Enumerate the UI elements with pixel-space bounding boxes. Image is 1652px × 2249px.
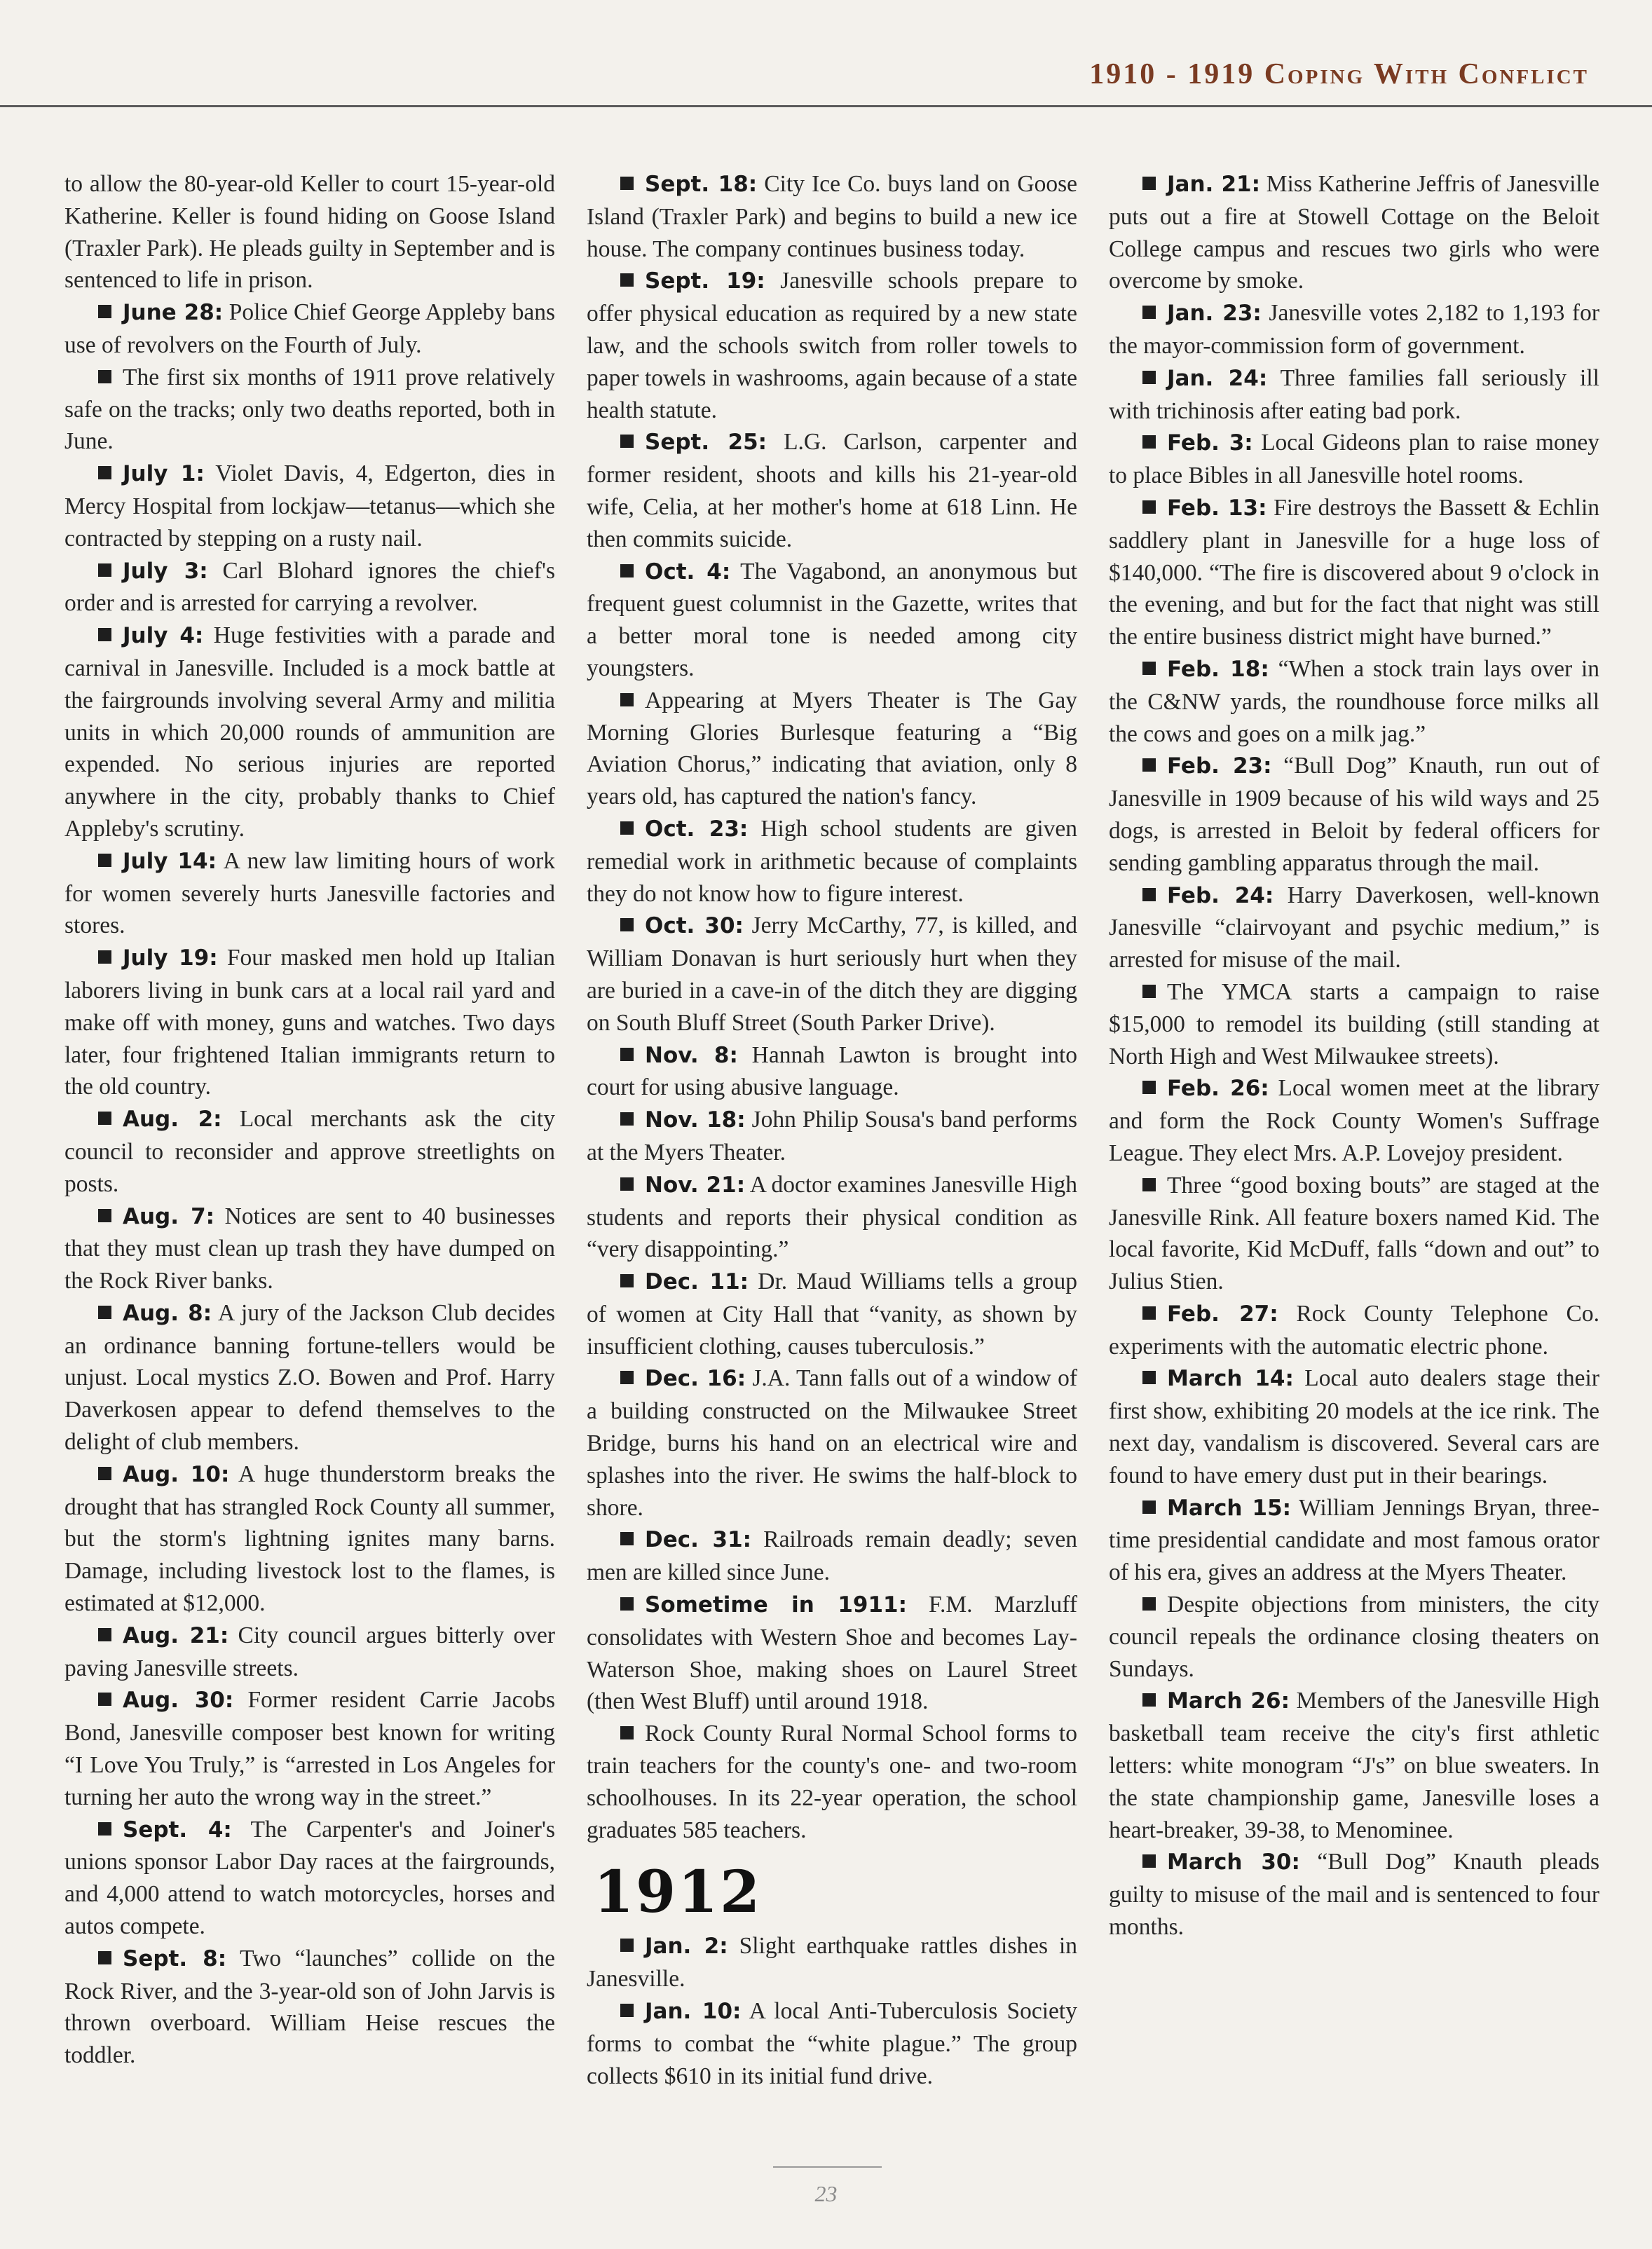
timeline-entry <box>1109 1589 1599 1685</box>
entry-date: Sept. 4: <box>123 1817 232 1843</box>
timeline-entry <box>587 685 1077 813</box>
timeline-entry <box>1109 362 1599 428</box>
entry-date: Feb. 23: <box>1167 753 1272 779</box>
timeline-entry <box>587 426 1077 555</box>
entry-text: A new law limiting hours of work for women severely hurts Janesville factories and stores. <box>64 847 555 939</box>
page-number: 23 <box>814 2181 838 2206</box>
timeline-entry <box>64 620 555 845</box>
square-bullet-icon <box>98 1693 111 1706</box>
entry-text: Four masked men hold up Italian laborers living in bunk cars at a local rail yard and make off with money, guns and watches. Two days later, four frightened Italian immigrants return to the old country. <box>64 945 556 1100</box>
entry-text: to allow the 80-year-old Keller to court 15-year-old Katherine. Keller is found hiding on Goose Island (Traxler Park). He pleads guilty in September and is sentenced to life in prison. <box>64 171 555 294</box>
entry-text: Railroads remain deadly; seven men are killed since June. <box>587 1526 1077 1586</box>
entry-text: “When a stock train lays over in the C&NW yards, the roundhouse force milks all the cows and goes on a milk jag.” <box>1109 655 1599 747</box>
square-bullet-icon <box>620 1112 634 1126</box>
timeline-entry <box>64 1103 555 1200</box>
square-bullet-icon <box>98 1628 111 1641</box>
entry-date: July 4: <box>123 623 204 649</box>
year-heading: 1912 <box>594 1859 763 1927</box>
timeline-entry <box>1109 1298 1599 1363</box>
entry-text: Three families fall seriously ill with trichinosis after eating bad pork. <box>1109 364 1599 424</box>
square-bullet-icon <box>1142 985 1156 998</box>
timeline-entry <box>587 168 1077 265</box>
entry-date: Jan. 21: <box>1167 172 1260 197</box>
entry-text: Janesville schools prepare to offer physical education as required by a new state law, and the schools switch from roller towels to paper towels in washrooms, again because of a state health statute. <box>587 268 1078 423</box>
entry-text: Members of the Janesville High basketball team receive the city's first athletic letters: white monogram “J's” on blue sweaters. In the state championship game, Janesville loses a heart-breaker, 39-38, to Menominee. <box>1109 1688 1599 1843</box>
timeline-entry <box>1109 1846 1599 1943</box>
square-bullet-icon <box>620 1939 634 1952</box>
square-bullet-icon <box>1142 758 1156 772</box>
entry-text: The Vagabond, an anonymous but frequent guest columnist in the Gazette, writes that a better moral tone is needed among city youngsters. <box>587 558 1077 681</box>
timeline-entry <box>64 1814 555 1943</box>
entry-date: March 15: <box>1167 1495 1292 1521</box>
square-bullet-icon <box>98 563 111 577</box>
entry-date: Oct. 23: <box>645 816 749 842</box>
entry-date: Sept. 19: <box>645 268 765 294</box>
entry-text: A local Anti-Tuberculosis Society forms to combat the “white plague.” The group collects $610 in its initial fund drive. <box>587 1998 1077 2089</box>
entry-date: Feb. 26: <box>1167 1076 1269 1102</box>
timeline-entry <box>587 1362 1077 1524</box>
entry-date: Aug. 21: <box>123 1622 229 1648</box>
square-bullet-icon <box>1142 662 1156 675</box>
entry-text: Notices are sent to 40 businesses that they must clean up trash they have dumped on the Rock River banks. <box>64 1203 555 1294</box>
square-bullet-icon <box>98 305 111 318</box>
square-bullet-icon <box>98 950 111 964</box>
entry-date: March 26: <box>1167 1688 1290 1714</box>
timeline-entry <box>64 1620 555 1685</box>
entry-date: July 1: <box>123 461 205 487</box>
entry-text: Carl Blohard ignores the chief's order and is arrested for carrying a revolver. <box>64 557 556 617</box>
entry-text: A huge thunderstorm breaks the drought that has strangled Rock County all summer, but the storm's lightning ignites many barns. Damage, including livestock lost to the flames, is estimated at $12,000. <box>64 1461 556 1617</box>
entry-date: Sept. 25: <box>645 430 767 456</box>
entry-date: Feb. 13: <box>1167 495 1267 521</box>
timeline-entry <box>587 1266 1077 1362</box>
timeline-entry <box>587 1930 1077 1995</box>
entry-text: Huge festivities with a parade and carnival in Janesville. Included is a mock battle at the fairgrounds involving several Army and militia units in which 20,000 rounds of ammunition are expended. No serious injuries are reported anywhere in the city, probably thanks to Chief Appleby's scrutiny. <box>64 622 556 842</box>
timeline-entry <box>64 1297 555 1458</box>
entry-text: Rock County Telephone Co. experiments with the automatic electric phone. <box>1109 1300 1599 1360</box>
folio-rule <box>773 2166 882 2168</box>
timeline-entry <box>64 845 555 942</box>
entry-date: Feb. 3: <box>1167 430 1253 456</box>
timeline-entry <box>64 458 555 554</box>
entry-text: Rock County Rural Normal School forms to train teachers for the county's one- and two-room schoolhouses. In its 22-year operation, the school graduates 585 teachers. <box>587 1721 1077 1843</box>
entry-date: Sept. 8: <box>123 1946 227 1971</box>
entry-date: Aug. 7: <box>123 1203 215 1229</box>
entry-text: “Bull Dog” Knauth, run out of Janesville in 1909 because of his wild ways and 25 dogs, is arrested in Beloit by federal officers for sending gambling apparatus through the mail. <box>1109 753 1599 876</box>
square-bullet-icon <box>1142 888 1156 901</box>
timeline-entry <box>587 910 1077 1039</box>
entry-text: Hannah Lawton is brought into court for using abusive language. <box>587 1041 1078 1101</box>
timeline-entry <box>1109 1492 1599 1589</box>
square-bullet-icon <box>1142 1693 1156 1707</box>
square-bullet-icon <box>98 1467 111 1480</box>
timeline-entry <box>1109 750 1599 879</box>
article-columns <box>64 168 1599 2092</box>
square-bullet-icon <box>1142 1854 1156 1868</box>
entry-text: Despite objections from ministers, the city council repeals the ordinance closing theaters on Sundays. <box>1109 1592 1599 1682</box>
timeline-entry <box>1109 1072 1599 1169</box>
square-bullet-icon <box>1142 1081 1156 1094</box>
entry-text: Police Chief George Appleby bans use of revolvers on the Fourth of July. <box>64 299 555 358</box>
entry-date: Oct. 4: <box>645 559 731 585</box>
timeline-entry <box>587 813 1077 910</box>
entry-text: Janesville votes 2,182 to 1,193 for the mayor-commission form of government. <box>1109 300 1599 359</box>
timeline-entry <box>587 1169 1077 1266</box>
entry-date: Dec. 11: <box>645 1269 749 1295</box>
entry-text: Jerry McCarthy, 77, is killed, and William Donavan is hurt seriously hurt when they are buried in a cave-in of the ditch they are digging on South Bluff Street (South Parker Drive). <box>587 912 1077 1036</box>
entry-date: Jan. 23: <box>1167 301 1262 327</box>
entry-text: The YMCA starts a campaign to raise $15,000 to remodel its building (still standing at North High and West Milwaukee streets). <box>1109 978 1599 1069</box>
timeline-entry <box>587 556 1077 685</box>
square-bullet-icon <box>620 2004 634 2017</box>
square-bullet-icon <box>98 1209 111 1222</box>
column-1 <box>64 168 555 2092</box>
square-bullet-icon <box>1142 371 1156 384</box>
column-2 <box>587 168 1077 2092</box>
running-head: 1910 - 1919 Coping With Conflict <box>1089 58 1589 90</box>
timeline-entry <box>64 1684 555 1813</box>
entry-text: L.G. Carlson, carpenter and former resident, shoots and kills his 21-year-old wife, Celia, at her mother's home at 618 Linn. He then commits suicide. <box>587 429 1078 552</box>
timeline-entry <box>1109 1685 1599 1846</box>
entry-date: Nov. 21: <box>645 1172 746 1198</box>
square-bullet-icon <box>620 918 634 931</box>
entry-text: City council argues bitterly over paving Janesville streets. <box>64 1622 555 1681</box>
timeline-entry <box>64 942 555 1103</box>
entry-date: Aug. 10: <box>123 1461 230 1487</box>
entry-text: Two “launches” collide on the Rock River, and the 3-year-old son of John Jarvis is thrown overboard. William Heise rescues the toddler. <box>64 1945 555 2069</box>
timeline-entry <box>1109 297 1599 362</box>
timeline-entry <box>1109 1170 1599 1298</box>
entry-date: Sometime in 1911: <box>645 1592 907 1618</box>
timeline-entry <box>64 555 555 620</box>
square-bullet-icon <box>98 1306 111 1319</box>
entry-date: July 3: <box>123 558 208 584</box>
timeline-entry <box>1109 976 1599 1072</box>
entry-text: Local Gideons plan to raise money to place Bibles in all Janesville hotel rooms. <box>1109 430 1600 489</box>
timeline-entry <box>587 265 1077 426</box>
entry-date: Jan. 10: <box>645 1999 742 2025</box>
entry-text: Three “good boxing bouts” are staged at the Janesville Rink. All feature boxers named Kid. The local favorite, Kid McDuff, falls “down and out” to Julius Stien. <box>1109 1172 1599 1295</box>
entry-text: William Jennings Bryan, three-time presidential candidate and most famous orator of his era, gives an address at the Myers Theater. <box>1109 1494 1599 1586</box>
square-bullet-icon <box>620 1048 634 1061</box>
entry-text: J.A. Tann falls out of a window of a building constructed on the Milwaukee Street Bridge, burns his hand on an electrical wire and splashes into the river. He swims the half-block to shore. <box>587 1365 1077 1521</box>
square-bullet-icon <box>620 1597 634 1611</box>
timeline-entry <box>64 296 555 362</box>
square-bullet-icon <box>620 1726 634 1739</box>
square-bullet-icon <box>1142 435 1156 449</box>
entry-date: July 19: <box>123 945 218 971</box>
timeline-entry <box>587 1589 1077 1718</box>
square-bullet-icon <box>98 1822 111 1836</box>
entry-date: Aug. 2: <box>123 1107 222 1133</box>
square-bullet-icon <box>1142 1501 1156 1514</box>
square-bullet-icon <box>620 1532 634 1545</box>
timeline-entry <box>1109 492 1599 653</box>
entry-date: Feb. 18: <box>1167 656 1269 682</box>
timeline-entry <box>1109 427 1599 492</box>
entry-text: Appearing at Myers Theater is The Gay Morning Glories Burlesque featuring a “Big Aviation Chorus,” indicating that aviation, only 8 years old, has captured the nation's fancy. <box>587 687 1077 810</box>
entry-date: July 14: <box>123 848 217 874</box>
entry-text: The first six months of 1911 prove relatively safe on the tracks; only two deaths reported, both in June. <box>64 364 555 455</box>
square-bullet-icon <box>620 177 634 190</box>
timeline-entry <box>587 1524 1077 1589</box>
timeline-entry <box>64 168 555 296</box>
square-bullet-icon <box>620 693 634 706</box>
entry-date: Nov. 8: <box>645 1042 738 1068</box>
entry-text: Local auto dealers stage their first show, exhibiting 20 models at the ice rink. The next day, vandalism is discovered. Several cars are found to have emery dust put in their bearings. <box>1109 1365 1599 1489</box>
entry-text: Slight earthquake rattles dishes in Janesville. <box>587 1933 1078 1992</box>
square-bullet-icon <box>98 466 111 479</box>
entry-text: Violet Davis, 4, Edgerton, dies in Mercy Hospital from lockjaw—tetanus—which she contracted by stepping on a rusty nail. <box>64 460 555 552</box>
entry-text: A doctor examines Janesville High students and reports their physical condition as “very disappointing.” <box>587 1171 1077 1263</box>
timeline-entry <box>64 1943 555 2072</box>
entry-date: March 14: <box>1167 1366 1294 1392</box>
entry-date: Dec. 31: <box>645 1527 752 1553</box>
entry-date: June 28: <box>123 300 224 326</box>
entry-date: Jan. 24: <box>1167 365 1268 391</box>
entry-text: A jury of the Jackson Club decides an ordinance banning fortune-tellers would be unjust. Local mystics Z.O. Bowen and Prof. Harry Daverkosen appear to defend themselves to the delight of club members. <box>64 1299 555 1456</box>
square-bullet-icon <box>620 564 634 577</box>
square-bullet-icon <box>98 1112 111 1125</box>
timeline-entry <box>64 362 555 458</box>
entry-date: Oct. 30: <box>645 913 744 939</box>
timeline-entry <box>587 1718 1077 1846</box>
square-bullet-icon <box>98 1951 111 1964</box>
entry-text: Dr. Maud Williams tells a group of women at City Hall that “vanity, as shown by insufficient clothing, causes tuberculosis.” <box>587 1269 1077 1360</box>
entry-date: Feb. 27: <box>1167 1301 1278 1327</box>
square-bullet-icon <box>620 1371 634 1384</box>
entry-date: Feb. 24: <box>1167 882 1274 908</box>
square-bullet-icon <box>620 1177 634 1191</box>
entry-date: Aug. 8: <box>123 1300 212 1326</box>
column-3 <box>1109 168 1599 2092</box>
square-bullet-icon <box>620 273 634 287</box>
square-bullet-icon <box>98 854 111 867</box>
timeline-entry <box>587 1039 1077 1105</box>
entry-text: The Carpenter's and Joiner's unions sponsor Labor Day races at the fairgrounds, and 4,000 attend to watch motorcycles, horses and autos compete. <box>64 1816 555 1940</box>
square-bullet-icon <box>620 435 634 448</box>
timeline-entry <box>587 1995 1077 2092</box>
timeline-entry <box>587 1104 1077 1169</box>
square-bullet-icon <box>1142 1597 1156 1611</box>
square-bullet-icon <box>1142 177 1156 190</box>
square-bullet-icon <box>620 821 634 835</box>
square-bullet-icon <box>1142 500 1156 514</box>
entry-date: Sept. 18: <box>645 172 758 197</box>
entry-text: Harry Daverkosen, well-known Janesville “clairvoyant and psychic medium,” is arrested for misuse of the mail. <box>1109 882 1600 973</box>
entry-text: “Bull Dog” Knauth pleads guilty to misuse of the mail and is sentenced to four months. <box>1109 1849 1599 1941</box>
entry-text: John Philip Sousa's band performs at the Myers Theater. <box>587 1107 1078 1165</box>
entry-text: Miss Katherine Jeffris of Janesville puts out a fire at Stowell Cottage on the Beloit College campus and rescues two girls who were overcome by smoke. <box>1109 171 1599 294</box>
entry-text: Local women meet at the library and form the Rock County Women's Suffrage League. They elect Mrs. A.P. Lovejoy president. <box>1109 1075 1599 1166</box>
timeline-entry <box>64 1201 555 1297</box>
header-rule <box>0 105 1652 107</box>
entry-date: March 30: <box>1167 1850 1300 1875</box>
entry-text: Local merchants ask the city council to reconsider and approve streetlights on posts. <box>64 1106 555 1197</box>
timeline-entry <box>1109 880 1599 976</box>
square-bullet-icon <box>98 628 111 641</box>
timeline-entry <box>1109 168 1599 297</box>
entry-text: Former resident Carrie Jacobs Bond, Janesville composer best known for writing “I Love You Truly,” is “arrested in Los Angeles for turning her auto the wrong way in the street.” <box>64 1687 555 1810</box>
timeline-entry <box>1109 653 1599 750</box>
entry-date: Jan. 2: <box>645 1934 728 1960</box>
entry-text: F.M. Marzluff consolidates with Western Shoe and becomes Lay-Waterson Shoe, making shoes on Laurel Street (then West Bluff) until around 1918. <box>587 1592 1077 1715</box>
timeline-entry <box>64 1458 555 1620</box>
entry-date: Dec. 16: <box>645 1366 746 1392</box>
square-bullet-icon <box>1142 1371 1156 1384</box>
entry-date: Nov. 18: <box>645 1107 746 1133</box>
square-bullet-icon <box>1142 1306 1156 1320</box>
entry-date: Aug. 30: <box>123 1688 234 1714</box>
square-bullet-icon <box>620 1274 634 1287</box>
square-bullet-icon <box>1142 1178 1156 1191</box>
timeline-entry <box>1109 1362 1599 1491</box>
square-bullet-icon <box>98 370 111 383</box>
entry-text: City Ice Co. buys land on Goose Island (Traxler Park) and begins to build a new ice house. The company continues business today. <box>587 171 1078 262</box>
entry-text: Fire destroys the Bassett & Echlin saddlery plant in Janesville for a huge loss of $140,000. “The fire is discovered about 9 o'clock in the evening, and but for the fact that night was still the entire business district might have burned.” <box>1109 494 1599 650</box>
entry-text: High school students are given remedial work in arithmetic because of complaints they do not know how to figure interest. <box>587 815 1078 907</box>
square-bullet-icon <box>1142 306 1156 319</box>
